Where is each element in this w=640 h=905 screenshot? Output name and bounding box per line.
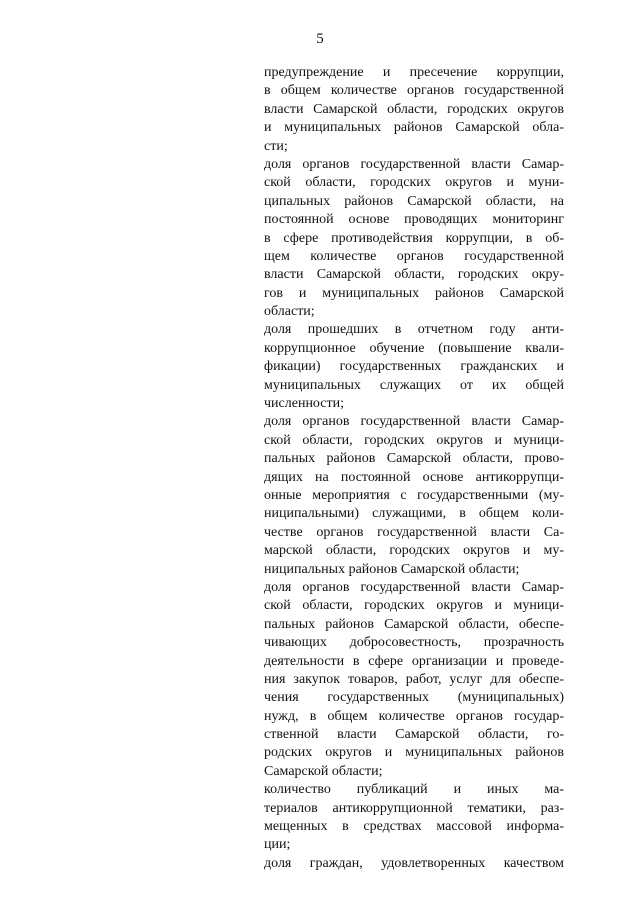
text-line: численности;	[264, 396, 344, 412]
text-line: пальных районов Самарской области, прово-	[264, 451, 564, 467]
text-line: щем количестве органов государственной	[264, 248, 564, 264]
text-line: ниципальных районов Самарской области;	[264, 561, 520, 577]
text-line: власти Самарской области, городских окру-	[264, 267, 564, 283]
paragraph-monitoring-share	[264, 156, 564, 322]
paragraph-citizens-satisfaction	[264, 855, 564, 873]
text-line: марской области, городских округов и му-	[264, 543, 564, 559]
text-line: териалов антикоррупционной тематики, раз-	[264, 800, 564, 816]
text-line: в сфере противодействия коррупции, в об-	[264, 230, 564, 246]
paragraph-events-share	[264, 413, 564, 579]
text-line: коррупционное обучение (повышение квали-	[264, 340, 564, 356]
text-line: мещенных в средствах массовой информа-	[264, 819, 564, 835]
page-number: 5	[316, 31, 324, 47]
text-line: предупреждение и пресечение коррупции,	[264, 65, 564, 80]
text-line: Самарской области;	[264, 763, 383, 779]
text-line: родских округов и муниципальных районов	[264, 745, 564, 761]
text-line: ципальных районов Самарской области, на	[264, 193, 564, 209]
text-line: гов и муниципальных районов Самарской	[264, 285, 564, 301]
text-line: ниципальными) служащими, в общем коли-	[264, 506, 564, 522]
text-line: честве органов государственной власти Са-	[264, 524, 564, 540]
text-line: ции;	[264, 837, 291, 853]
document-text-column	[264, 64, 564, 873]
text-line: области;	[264, 304, 315, 320]
paragraph-prevention-share	[264, 64, 564, 156]
text-line: доля органов государственной власти Самар-	[264, 414, 564, 430]
text-line: нужд, в общем количестве органов государ-	[264, 708, 564, 724]
text-line: сти;	[264, 138, 288, 154]
text-line: пальных районов Самарской области, обеспе-	[264, 616, 564, 632]
text-line: доля граждан, удовлетворенных качеством	[264, 855, 564, 871]
text-line: фикации) государственных гражданских и	[264, 359, 564, 375]
paragraph-procurement-share	[264, 579, 564, 781]
text-line: власти Самарской области, городских округов	[264, 101, 564, 117]
text-line: доля прошедших в отчетном году анти-	[264, 322, 564, 338]
text-line: ственной власти Самарской области, го-	[264, 727, 564, 743]
text-line: чения государственных (муниципальных)	[264, 690, 564, 706]
paragraph-training-share	[264, 321, 564, 413]
text-line: онные мероприятия с государственными (му-	[264, 487, 564, 503]
text-line: в общем количестве органов государственной	[264, 83, 564, 99]
text-line: количество публикаций и иных ма-	[264, 782, 564, 798]
text-line: ской области, городских округов и муници-	[264, 432, 564, 448]
text-line: и муниципальных районов Самарской обла-	[264, 120, 564, 136]
text-line: ской области, городских округов и муници-	[264, 598, 564, 614]
text-line: муниципальных служащих от их общей	[264, 377, 564, 393]
text-line: ской области, городских округов и муни-	[264, 175, 564, 191]
text-line: доля органов государственной власти Самар-	[264, 579, 564, 595]
text-line: чивающих добросовестность, прозрачность	[264, 635, 564, 651]
text-line: постоянной основе проводящих мониторинг	[264, 212, 564, 228]
text-line: доля органов государственной власти Самар-	[264, 156, 564, 172]
text-line: деятельности в сфере организации и проведе-	[264, 653, 564, 669]
text-line: ния закупок товаров, работ, услуг для обеспе-	[264, 671, 564, 687]
text-line: дящих на постоянной основе антикоррупци-	[264, 469, 564, 485]
paragraph-publications-count	[264, 781, 564, 855]
